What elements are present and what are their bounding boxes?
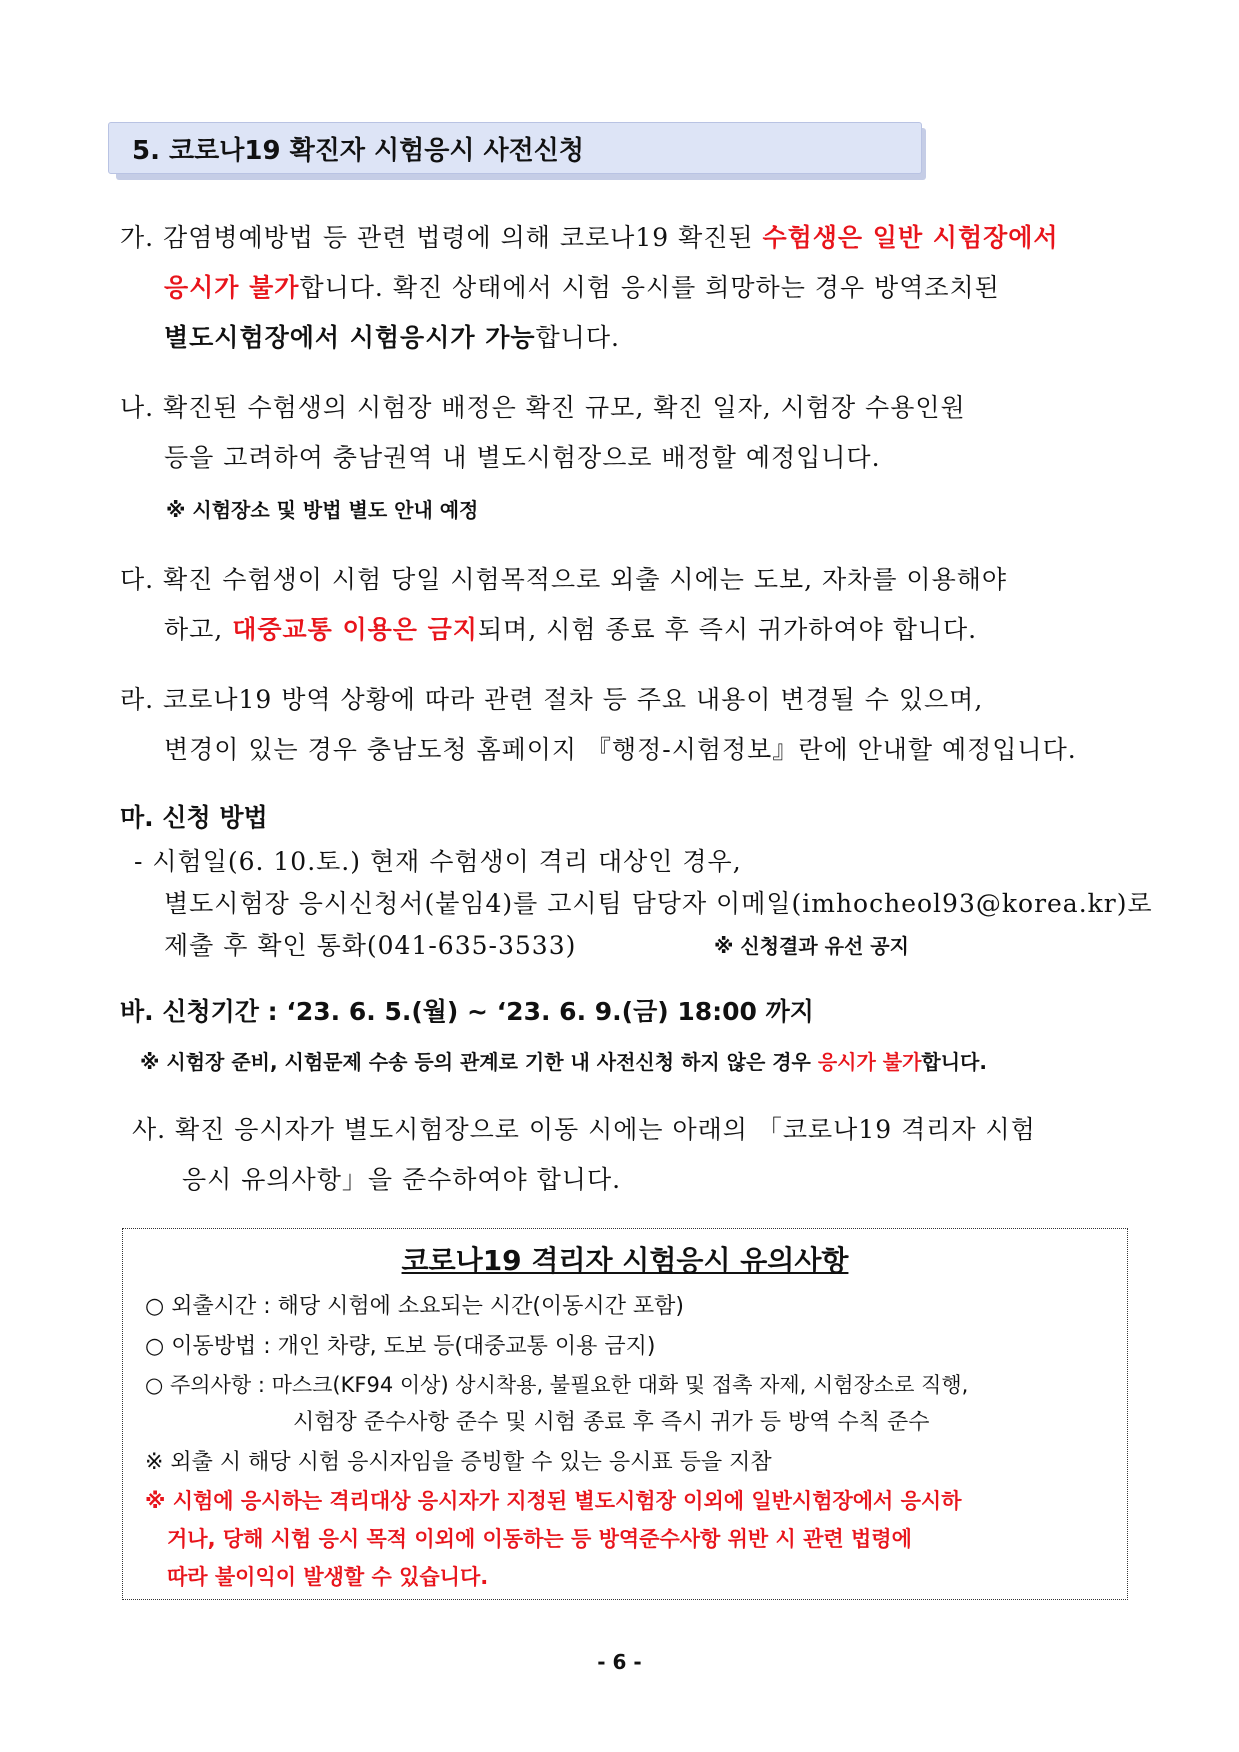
ga-highlight-2: 응시가 불가 <box>164 273 300 302</box>
ga-highlight-1: 수험생은 일반 시험장에서 <box>762 223 1059 252</box>
notice-warning-line3: 따라 불이익이 발생할 수 있습니다. <box>167 1565 489 1589</box>
ma-line2: 별도시험장 응시신청서(붙임4)를 고시팀 담당자 이메일(imhocheol93@korea.kr)로 <box>164 889 1153 918</box>
notice-item-caution: ○ 주의사항 : 마스크(KF94 이상) 상시착용, 불필요한 대화 및 접촉 자제, 시험장소로 직행, <box>145 1373 969 1397</box>
na-note: ※ 시험장소 및 방법 별도 안내 예정 <box>166 498 479 522</box>
paragraph-na-line1: 나. 확진된 수험생의 시험장 배정은 확진 규모, 확진 일자, 시험장 수용인원 <box>120 393 966 422</box>
da-text-c: 되며, 시험 종료 후 즉시 귀가하여야 합니다. <box>477 615 978 644</box>
notice-item-ticket: ※ 외출 시 해당 시험 응시자임을 증빙할 수 있는 응시표 등을 지참 <box>145 1450 772 1475</box>
ba-heading: 바. 신청기간 : ‘23. 6. 5.(월) ~ ‘23. 6. 9.(금) 18:00 까지 <box>120 997 814 1026</box>
da-text-a: 하고, <box>164 615 233 644</box>
ga-text-1: 가. 감염병예방법 등 관련 법령에 의해 코로나19 확진된 <box>120 223 763 252</box>
paragraph-ga-line2 <box>164 268 1000 304</box>
ma-line1: - 시험일(6. 10.토.) 현재 수험생이 격리 대상인 경우, <box>134 847 742 876</box>
notice-item-caution-cont: 시험장 준수사항 준수 및 시험 종료 후 즉시 귀가 등 방역 수칙 준수 <box>293 1410 930 1435</box>
notice-title <box>123 1239 1127 1279</box>
ga-text-2: 합니다. 확진 상태에서 시험 응시를 희망하는 경우 방역조치된 <box>299 273 1000 302</box>
section-title: 5. 코로나19 확진자 시험응시 사전신청 <box>132 136 584 166</box>
paragraph-da-line1: 다. 확진 수험생이 시험 당일 시험목적으로 외출 시에는 도보, 자차를 이용해야 <box>120 565 1008 594</box>
notice-title-text: 코로나19 격리자 시험응시 유의사항 <box>401 1244 849 1277</box>
paragraph-na-line2: 등을 고려하여 충남권역 내 별도시험장으로 배정할 예정입니다. <box>164 443 881 472</box>
notice-warning-line2: 거나, 당해 시험 응시 목적 이외에 이동하는 등 방역준수사항 위반 시 관련 법령에 <box>167 1527 912 1551</box>
page-number: - 6 - <box>597 1650 642 1674</box>
da-highlight: 대중교통 이용은 금지 <box>232 615 478 644</box>
ga-text-3: 합니다. <box>535 323 620 352</box>
paragraph-sa-line1: 사. 확진 응시자가 별도시험장으로 이동 시에는 아래의 「코로나19 격리자 시험 <box>132 1115 1036 1144</box>
paragraph-ra-line2: 변경이 있는 경우 충남도청 홈페이지 『행정-시험정보』란에 안내할 예정입니다. <box>164 735 1077 764</box>
ba-note <box>140 1046 987 1075</box>
ma-note: ※ 신청결과 유선 공지 <box>714 934 909 958</box>
notice-box <box>122 1228 1128 1600</box>
ba-note-highlight: 응시가 불가 <box>817 1050 922 1074</box>
ga-bold-3: 별도시험장에서 시험응시가 가능 <box>164 323 536 352</box>
ba-note-end: 합니다. <box>921 1050 987 1074</box>
notice-item-time: ○ 외출시간 : 해당 시험에 소요되는 시간(이동시간 포함) <box>145 1294 685 1319</box>
notice-warning-line1: ※ 시험에 응시하는 격리대상 응시자가 지정된 별도시험장 이외에 일반시험장에서 응시하 <box>145 1489 962 1513</box>
ba-note-text: ※ 시험장 준비, 시험문제 수송 등의 관계로 기한 내 사전신청 하지 않은 경우 <box>140 1050 818 1074</box>
ma-line3: 제출 후 확인 통화(041-635-3533) <box>164 931 577 960</box>
paragraph-sa-line2: 응시 유의사항」을 준수하여야 합니다. <box>182 1165 622 1194</box>
notice-item-transport: ○ 이동방법 : 개인 차량, 도보 등(대중교통 이용 금지) <box>145 1334 656 1359</box>
paragraph-ga-line1 <box>120 218 1059 254</box>
ma-heading: 마. 신청 방법 <box>120 803 268 832</box>
paragraph-ga-line3 <box>164 318 620 354</box>
paragraph-ra-line1: 라. 코로나19 방역 상황에 따라 관련 절차 등 주요 내용이 변경될 수 있으며, <box>120 685 984 714</box>
paragraph-da-line2 <box>164 610 977 646</box>
